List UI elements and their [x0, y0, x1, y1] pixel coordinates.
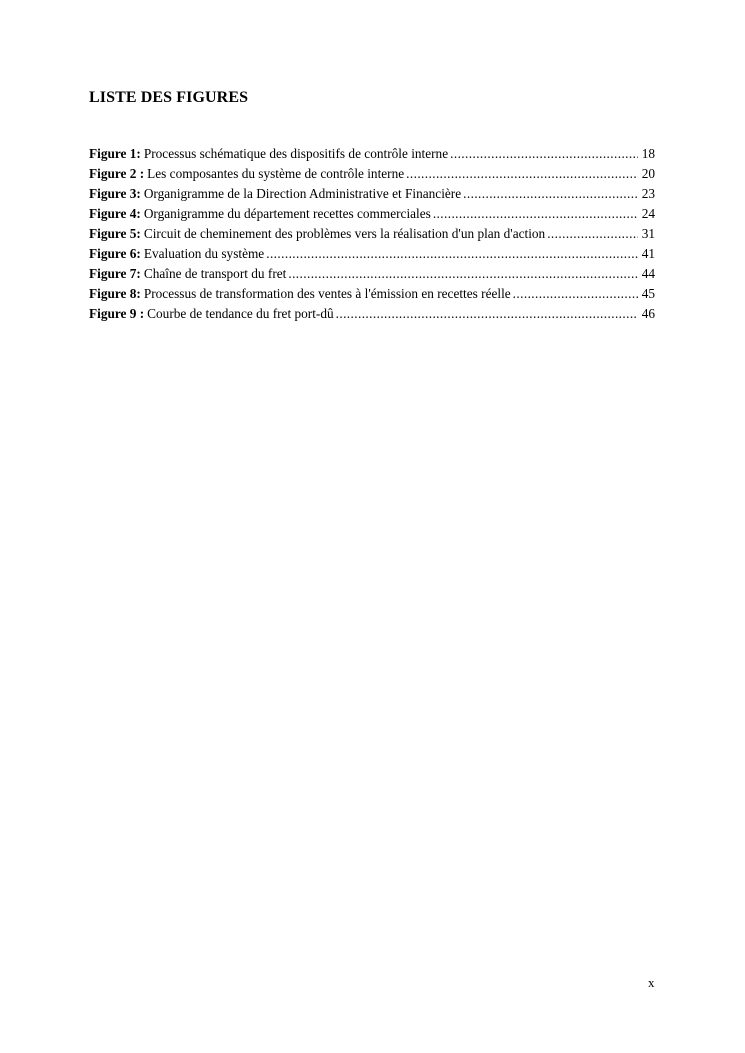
figure-entry-5[interactable]: [89, 224, 655, 244]
dot-leader: [406, 164, 638, 184]
dot-leader: [463, 184, 638, 204]
figure-page-number: 31: [641, 226, 655, 241]
figure-label: Figure 8:: [89, 286, 141, 301]
figure-label: Figure 9 :: [89, 306, 145, 321]
figure-label: Figure 1:: [89, 146, 141, 161]
figure-page-number: 23: [641, 186, 655, 201]
dot-leader: [513, 284, 638, 304]
figure-caption: Organigramme de la Direction Administrative et Financière: [143, 186, 462, 201]
figure-label: Figure 7:: [89, 266, 141, 281]
figure-entry-8[interactable]: [89, 284, 655, 304]
page-number: x: [648, 975, 655, 990]
figure-page-number: 20: [641, 166, 655, 181]
figure-caption: Processus de transformation des ventes à l'émission en recettes réelle: [143, 286, 511, 301]
figures-list: [89, 144, 655, 324]
dot-leader: [433, 204, 638, 224]
figure-label: Figure 3:: [89, 186, 141, 201]
figure-entry-7[interactable]: [89, 264, 655, 284]
figure-caption: Evaluation du système: [143, 246, 265, 261]
figure-caption: Courbe de tendance du fret port-dû: [147, 306, 334, 321]
dot-leader: [547, 224, 638, 244]
figure-label: Figure 2 :: [89, 166, 145, 181]
figure-entry-6[interactable]: [89, 244, 655, 264]
figure-page-number: 24: [641, 206, 655, 221]
dot-leader: [450, 144, 638, 164]
page-title: LISTE DES FIGURES: [89, 89, 249, 106]
figure-entry-2[interactable]: [89, 164, 655, 184]
figure-entry-1[interactable]: [89, 144, 655, 164]
figure-page-number: 46: [641, 306, 655, 321]
figure-caption: Circuit de cheminement des problèmes vers la réalisation d'un plan d'action: [143, 226, 546, 241]
dot-leader: [266, 244, 638, 264]
figure-page-number: 45: [641, 286, 655, 301]
figure-label: Figure 6:: [89, 246, 141, 261]
figure-entry-9[interactable]: [89, 304, 655, 324]
figure-page-number: 18: [641, 146, 655, 161]
figure-entry-4[interactable]: [89, 204, 655, 224]
figure-caption: Processus schématique des dispositifs de contrôle interne: [143, 146, 449, 161]
figure-page-number: 41: [641, 246, 655, 261]
dot-leader: [336, 304, 638, 324]
figure-label: Figure 5:: [89, 226, 141, 241]
figure-label: Figure 4:: [89, 206, 141, 221]
dot-leader: [288, 264, 638, 284]
figure-entry-3[interactable]: [89, 184, 655, 204]
figure-caption: Chaîne de transport du fret: [143, 266, 287, 281]
figure-caption: Les composantes du système de contrôle interne: [147, 166, 405, 181]
figure-caption: Organigramme du département recettes commerciales: [143, 206, 431, 221]
figure-page-number: 44: [641, 266, 655, 281]
